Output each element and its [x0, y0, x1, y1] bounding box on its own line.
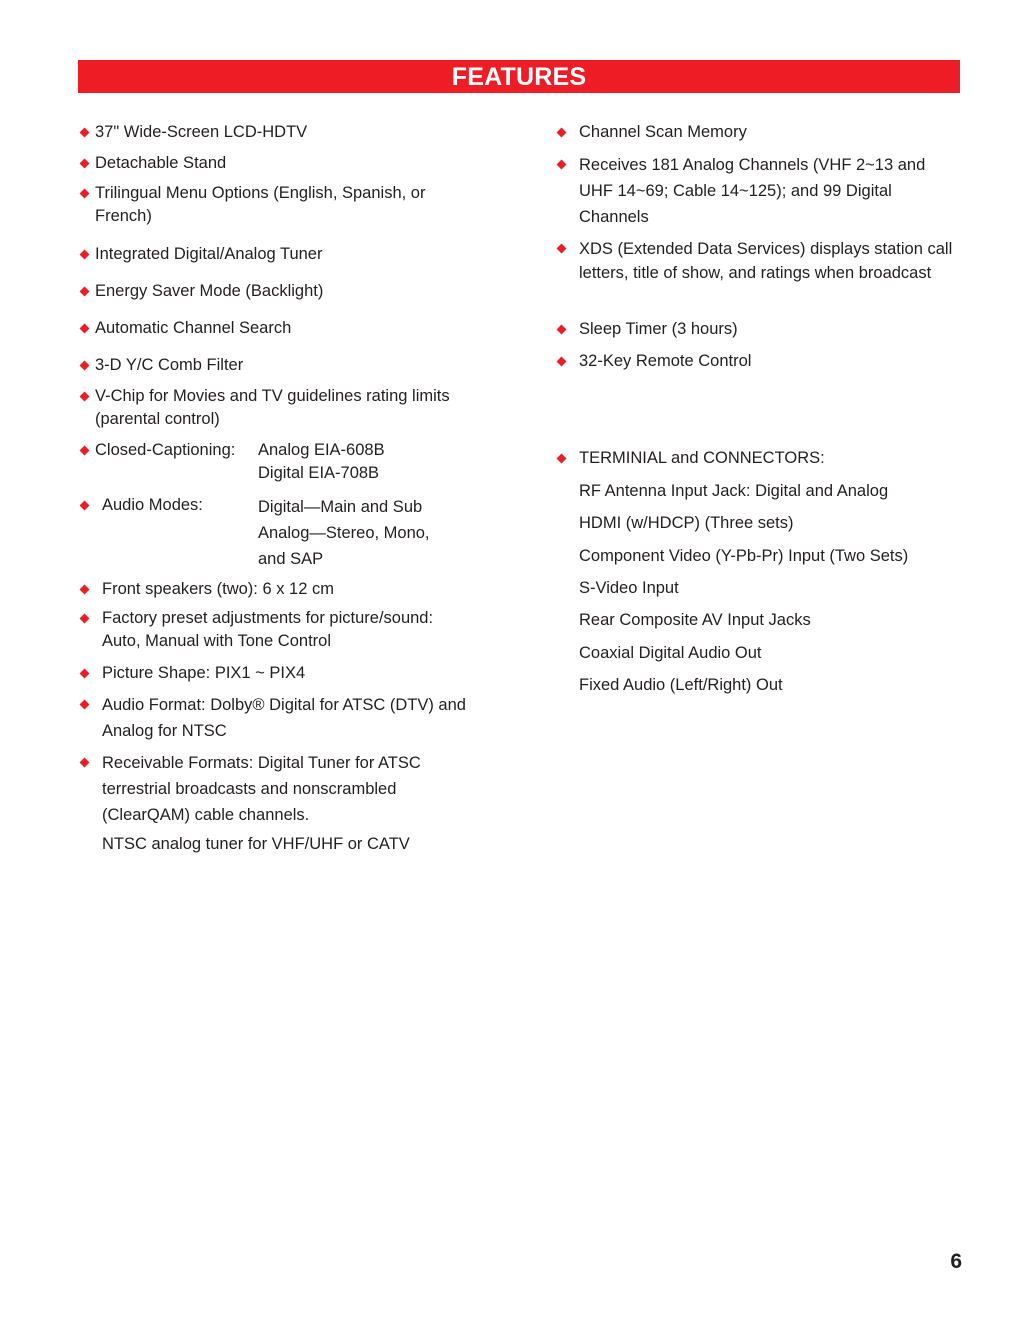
list-item: Picture Shape: PIX1 ~ PIX4	[102, 662, 482, 685]
ntsc-note: NTSC analog tuner for VHF/UHF or CATV	[102, 835, 410, 853]
bullet-diamond-icon	[80, 361, 90, 371]
list-item: Energy Saver Mode (Backlight)	[95, 280, 475, 303]
list-item: Trilingual Menu Options (English, Spanish, or French)	[95, 182, 470, 228]
terminal-item: Fixed Audio (Left/Right) Out	[579, 676, 783, 694]
list-item: 32-Key Remote Control	[579, 350, 959, 373]
list-item: Receives 181 Analog Channels (VHF 2~13 and UHF 14~69; Cable 14~125); and 99 Digital Channels	[579, 152, 954, 230]
closed-captioning-values: Analog EIA-608B Digital EIA-708B	[258, 441, 385, 482]
list-item: Channel Scan Memory	[579, 121, 959, 144]
list-item: Detachable Stand	[95, 152, 475, 175]
terminal-item: HDMI (w/HDCP) (Three sets)	[579, 514, 794, 532]
bullet-diamond-icon	[80, 446, 90, 456]
list-item: Receivable Formats: Digital Tuner for ATSC terrestrial broadcasts and nonscrambled (ClearQAM) cable channels.	[102, 750, 462, 828]
audio-modes-values: Digital—Main and Sub Analog—Stereo, Mono, and SAP	[258, 498, 430, 568]
terminals-heading: TERMINIAL and CONNECTORS:	[579, 447, 959, 470]
list-item: Audio Format: Dolby® Digital for ATSC (DTV) and Analog for NTSC	[102, 692, 472, 744]
bullet-diamond-icon	[80, 287, 90, 297]
list-item: Front speakers (two): 6 x 12 cm	[102, 578, 482, 601]
list-item: XDS (Extended Data Services) displays station call letters, title of show, and ratings when broadcast	[579, 237, 954, 285]
bullet-diamond-icon	[557, 160, 567, 170]
bullet-diamond-icon	[80, 128, 90, 138]
list-item: Automatic Channel Search	[95, 317, 475, 340]
list-item: Integrated Digital/Analog Tuner	[95, 243, 475, 266]
bullet-diamond-icon	[557, 454, 567, 464]
bullet-diamond-icon	[80, 501, 90, 511]
audio-modes-label: Audio Modes:	[102, 494, 252, 517]
terminal-item: Component Video (Y-Pb-Pr) Input (Two Sets)	[579, 547, 909, 565]
bullet-diamond-icon	[557, 128, 567, 138]
bullet-diamond-icon	[80, 324, 90, 334]
closed-captioning-label: Closed-Captioning:	[95, 439, 255, 462]
bullet-diamond-icon	[80, 585, 90, 595]
list-item: 3-D Y/C Comb Filter	[95, 354, 475, 377]
bullet-diamond-icon	[80, 758, 90, 768]
bullet-diamond-icon	[557, 357, 567, 367]
list-item: V-Chip for Movies and TV guidelines rating limits (parental control)	[95, 385, 455, 431]
terminal-item: Rear Composite AV Input Jacks	[579, 611, 811, 629]
list-item: Factory preset adjustments for picture/sound: Auto, Manual with Tone Control	[102, 607, 472, 653]
bullet-diamond-icon	[557, 325, 567, 335]
bullet-diamond-icon	[80, 669, 90, 679]
list-item: Sleep Timer (3 hours)	[579, 318, 959, 341]
terminal-item: S-Video Input	[579, 579, 679, 597]
terminal-item: Coaxial Digital Audio Out	[579, 644, 762, 662]
features-banner: FEATURES	[78, 60, 960, 93]
bullet-diamond-icon	[80, 614, 90, 624]
bullet-diamond-icon	[80, 392, 90, 402]
terminal-item: RF Antenna Input Jack: Digital and Analog	[579, 482, 889, 500]
list-item: 37" Wide-Screen LCD-HDTV	[95, 121, 475, 144]
bullet-diamond-icon	[557, 244, 567, 254]
bullet-diamond-icon	[80, 250, 90, 260]
bullet-diamond-icon	[80, 700, 90, 710]
bullet-diamond-icon	[80, 159, 90, 169]
bullet-diamond-icon	[80, 189, 90, 199]
page-number: 6	[950, 1250, 962, 1273]
